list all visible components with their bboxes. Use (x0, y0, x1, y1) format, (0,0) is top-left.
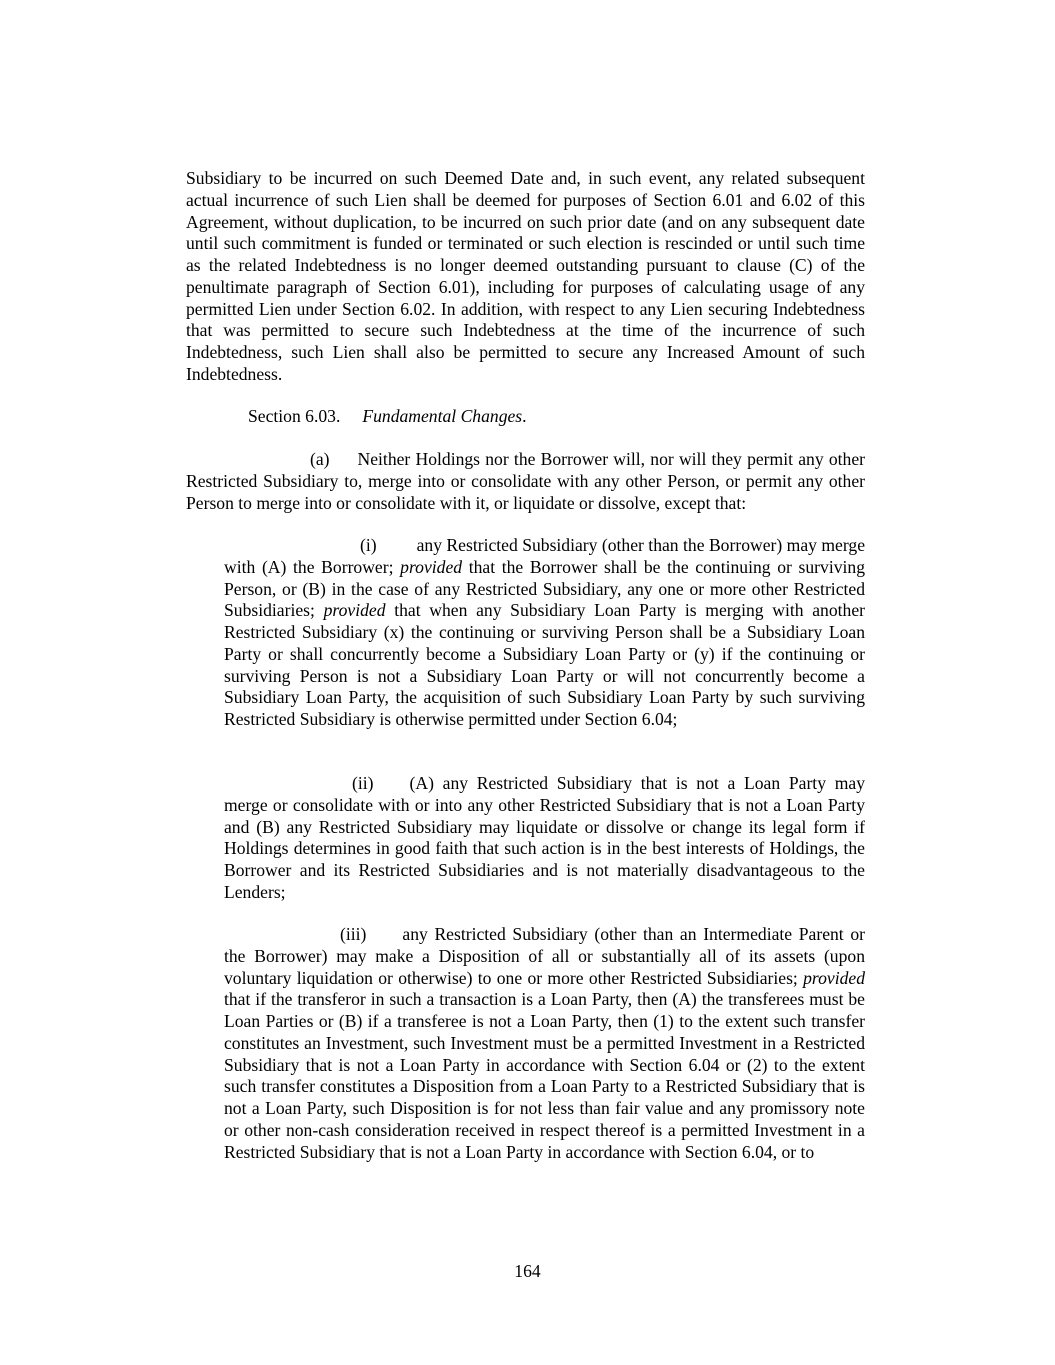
item-i-text-3: that when any Subsidiary Loan Party is merging with another Restricted Subsidiary (x) the continuing or surviving Person shall be a Subsidiary Loan Party or shall concurrently become a Subsidiary Loan Party or (y) if the continuing or surviving Person is not a Subsidiary Loan Party or will not concurrently become a Subsidiary Loan Party, the acquisition of such Subsidiary Loan Party by such surviving Restricted Subsidiary is otherwise permitted under Section 6.04; (224, 600, 866, 729)
paragraph-a (186, 449, 865, 514)
section-title-suffix: . (522, 406, 527, 426)
item-ii-label: (ii) (352, 773, 374, 793)
page-number: 164 (514, 1261, 541, 1281)
paragraph-a-label: (a) (310, 449, 330, 469)
continuation-text: Subsidiary to be incurred on such Deemed Date and, in such event, any related subsequent actual incurrence of such Lien shall be deemed for purposes of Section 6.01 and 6.02 of this Agreement, without duplication, to be incurred on such prior date (and on any subsequent date until such commitment is funded or terminated or such election is rescinded or until such time as the related Indebtedness is no longer deemed outstanding pursuant to clause (C) of the penultimate paragraph of Section 6.01), including for purposes of calculating usage of any permitted Lien under Section 6.02. In addition, with respect to any Lien securing Indebtedness that was permitted to secure such Indebtedness at the time of the incurrence of such Indebtedness, such Lien shall also be permitted to secure any Increased Amount of such Indebtedness. (186, 168, 865, 384)
item-iii-text-2: that if the transferor in such a transaction is a Loan Party, then (A) the transferees must be Loan Parties or (B) if a transferee is not a Loan Party, then (1) to the extent such transfer constitutes an Investment, such Investment must be a permitted Investment in a Restricted Subsidiary that is not a Loan Party in accordance with Section 6.04 or (2) to the extent such transfer constitutes a Disposition from a Loan Party to a Restricted Subsidiary that is not a Loan Party, such Disposition is for not less than fair value and any promissory note or other non-cash consideration received in respect thereof is a permitted Investment in a Restricted Subsidiary that is not a Loan Party in accordance with Section 6.04, or to (224, 989, 865, 1162)
paragraph-a-text: Neither Holdings nor the Borrower will, nor will they permit any other Restricted Subsidiary to, merge into or consolidate with any other Person, or permit any other Person to merge into or consolidate with it, or liquidate or dissolve, except that: (186, 449, 865, 513)
section-title: Fundamental Changes (362, 406, 523, 426)
item-iii-emphasis: provided (803, 967, 865, 988)
section-heading (186, 406, 865, 428)
item-i-emphasis-1: provided (400, 556, 463, 577)
continuation-paragraph (186, 168, 865, 386)
item-ii-text: (A) any Restricted Subsidiary that is not a Loan Party may merge or consolidate with or into any other Restricted Subsidiary that is not a Loan Party and (B) any Restricted Subsidiary may liquidate or dissolve or change its legal form if Holdings determines in good faith that such action is in the best interests of Holdings, the Borrower and its Restricted Subsidiaries and is not materially disadvantageous to the Lenders; (224, 773, 865, 902)
item-i-text-2: that the Borrower shall be the continuing or surviving Person, or (B) in the case of any Restricted Subsidiary, any one or more other Restricted Subsidiaries; (224, 556, 865, 621)
item-i-emphasis-2: provided (323, 600, 386, 621)
section-number: Section 6.03. (248, 406, 341, 426)
item-iii-text-1: any Restricted Subsidiary (other than an Intermediate Parent or the Borrower) may make a Disposition of all or substantially all of its assets (upon voluntary liquidation or otherwise) to one or more other Restricted Subsidiaries; (224, 924, 865, 988)
list-item-ii (186, 773, 865, 904)
item-i-text-1: any Restricted Subsidiary (other than the Borrower) may merge with (A) the Borrower; (224, 535, 865, 577)
item-iii-label: (iii) (340, 924, 367, 944)
list-item-i (186, 535, 865, 731)
item-i-label: (i) (360, 535, 377, 555)
list-item-iii (186, 924, 865, 1163)
